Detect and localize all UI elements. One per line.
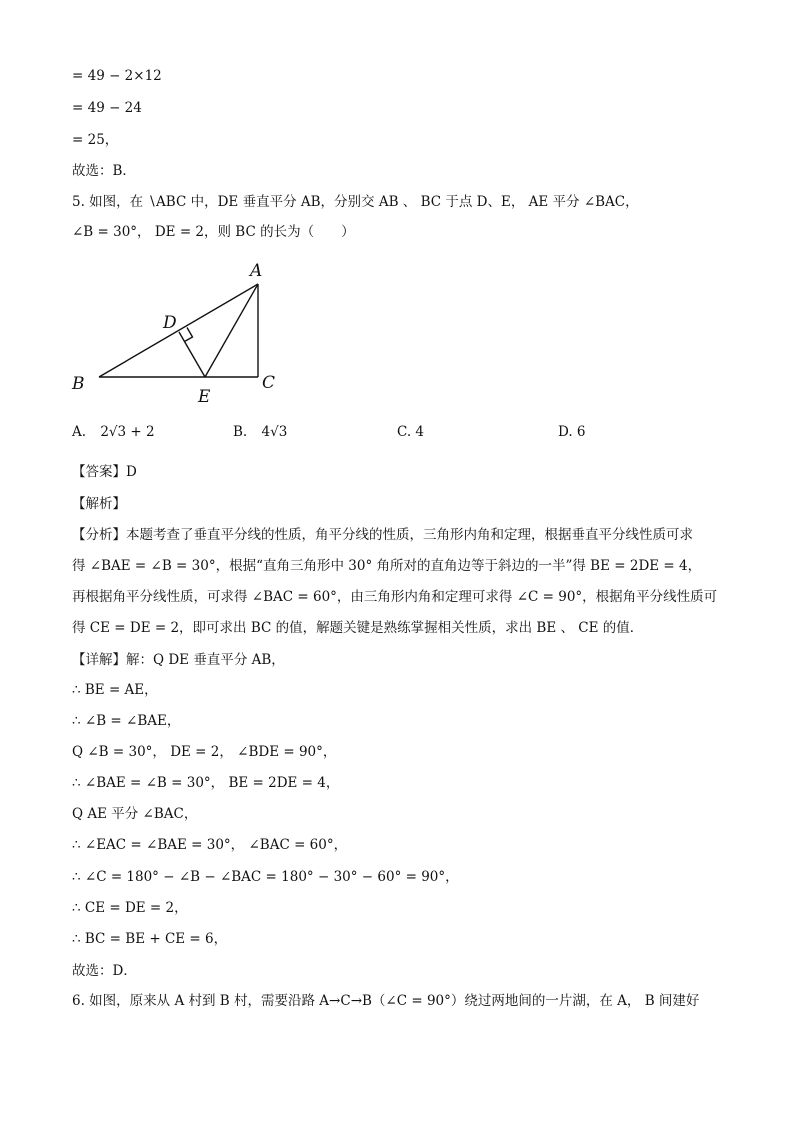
option-a-letter: A. — [72, 424, 87, 440]
detail-line-10: ∴ BC = BE + CE = 6， — [72, 931, 228, 947]
option-b — [233, 422, 287, 442]
detail-line-9: ∴ CE = DE = 2， — [72, 900, 188, 916]
analysis-title: 【解析】 — [72, 496, 126, 512]
label-C: C — [262, 373, 276, 393]
detail-line-1: 【详解】解：Q DE 垂直平分 AB， — [72, 652, 285, 668]
option-a — [72, 422, 155, 442]
option-b-value: 4√3 — [261, 424, 288, 440]
detail-line-2: ∴ BE = AE， — [72, 682, 158, 698]
calc-line-2: = 49 − 24 — [72, 100, 142, 116]
segment-BA — [99, 284, 258, 377]
detail-line-11: 故选：D． — [72, 963, 137, 979]
analysis-line-2: 得 ∠BAE = ∠B = 30°，根据“直角三角形中 30° 角所对的直角边等于斜边的一半”得 BE = 2DE = 4， — [72, 558, 702, 574]
label-D: D — [163, 313, 177, 333]
prev-answer-choice: 故选：B． — [72, 163, 136, 179]
label-E: E — [198, 387, 211, 407]
right-angle-mark — [185, 328, 193, 342]
label-A: A — [250, 261, 263, 281]
calc-line-3: = 25， — [72, 132, 119, 148]
question-5-stem-cont: ∠B = 30°， DE = 2，则 BC 的长为（ ） — [72, 224, 355, 240]
option-d: D. 6 — [558, 424, 586, 440]
detail-line-3: ∴ ∠B = ∠BAE， — [72, 713, 181, 729]
analysis-line-4: 得 CE = DE = 2，即可求出 BC 的值，解题关键是熟练掌握相关性质，求出 BE 、 CE 的值． — [72, 620, 644, 636]
option-c: C. 4 — [397, 424, 425, 440]
detail-line-5: ∴ ∠BAE = ∠B = 30°， BE = 2DE = 4， — [72, 775, 340, 791]
answer-label: 【答案】D — [72, 464, 137, 480]
analysis-line-3: 再根据角平分线性质，可求得 ∠BAC = 60°，由三角形内角和定理可求得 ∠C = 90°，根据角平分线性质可 — [72, 589, 718, 605]
label-B: B — [72, 374, 85, 394]
segment-AE — [205, 284, 258, 377]
analysis-line-1: 【分析】本题考查了垂直平分线的性质，角平分线的性质，三角形内角和定理，根据垂直平分线性质可求 — [72, 527, 693, 543]
detail-line-8: ∴ ∠C = 180° − ∠B − ∠BAC = 180° − 30° − 60° = 90°， — [72, 869, 459, 885]
segment-DE — [179, 332, 205, 377]
question-5-stem: 5. 如图，在 ∖ABC 中，DE 垂直平分 AB，分别交 AB 、 BC 于点 D、E， AE 平分 ∠BAC， — [72, 194, 639, 210]
calc-line-1: = 49 − 2×12 — [72, 68, 162, 84]
option-a-value: 2√3 + 2 — [100, 424, 155, 440]
detail-line-6: Q AE 平分 ∠BAC， — [72, 806, 198, 822]
detail-line-4: Q ∠B = 30°， DE = 2， ∠BDE = 90°， — [72, 744, 337, 760]
option-b-letter: B. — [233, 424, 248, 440]
question-6-stem: 6. 如图，原来从 A 村到 B 村，需要沿路 A→C→B（∠C = 90°）绕过两地间的一片湖，在 A， B 间建好 — [72, 993, 700, 1009]
detail-line-7: ∴ ∠EAC = ∠BAE = 30°， ∠BAC = 60°， — [72, 837, 348, 853]
triangle-figure — [66, 256, 296, 412]
